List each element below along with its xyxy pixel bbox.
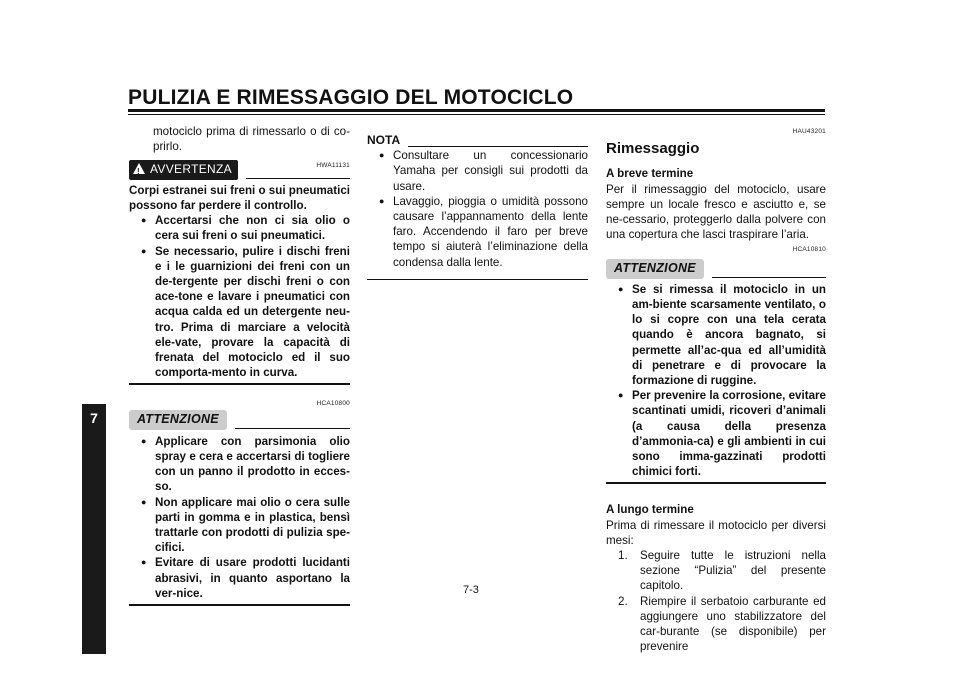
long-term-text: Prima di rimessare il motociclo per diversi mesi:: [606, 518, 826, 547]
bullet-icon: ●: [141, 557, 147, 568]
note-rule: [408, 146, 588, 147]
bullet-icon: ●: [141, 435, 147, 446]
bullet-icon: ●: [618, 283, 624, 294]
note-item-text: Lavaggio, pioggia o umidità possono causare l’appannamento della lente faro. Accendendo il faro per breve tempo si aiuterà l’eliminazione della condensa dalla lente.: [393, 194, 588, 269]
warning-lead: Corpi estranei sui freni o sui pneumatici possono far perdere il controllo.: [129, 183, 350, 213]
caution-code: HCA10800: [316, 400, 350, 408]
caution-item: [129, 434, 350, 495]
warning-end-rule: [129, 383, 350, 385]
bullet-icon: ●: [141, 496, 147, 507]
section-title: Rimessaggio: [606, 140, 700, 158]
warning-badge-label: AVVERTENZA: [150, 162, 232, 177]
header-rule-thin: [128, 114, 825, 115]
caution-item-right: [606, 388, 826, 479]
step-text: Seguire tutte le istruzioni nella sezione “Pulizia” del presente capitolo.: [640, 549, 826, 593]
note-label: NOTA: [367, 133, 401, 147]
caution-item: [129, 495, 350, 556]
caution-item-right-text: Se si rimessa il motociclo in un am-biente scarsamente ventilato, o lo si copre con una tela cerata quando è ancora bagnato, si permette all’ac-qua ed all’umidità di penetrare e di provocare la formazione di ruggine.: [632, 282, 826, 388]
step-number: 2.: [618, 594, 628, 608]
note-item: [367, 148, 588, 194]
note-item-text: Consultare un concessionario Yamaha per consigli sui prodotti da usare.: [393, 149, 588, 193]
note-item: [367, 194, 588, 270]
caution-item-text: Evitare di usare prodotti lucidanti abrasivi, in quanto asportano la ver-nice.: [155, 556, 350, 600]
warning-triangle-icon: [133, 163, 145, 174]
bullet-icon: ●: [379, 195, 385, 206]
caution-badge-right: ATTENZIONE: [606, 259, 704, 279]
short-term-heading: A breve termine: [606, 167, 694, 181]
page-title: PULIZIA E RIMESSAGGIO DEL MOTOCICLO: [128, 86, 574, 109]
step-number: 1.: [618, 549, 628, 563]
chapter-tab[interactable]: 7: [82, 404, 106, 654]
short-term-text: Per il rimessaggio del motociclo, usare sempre un locale fresco e asciutto e, se ne-cessario, proteggerlo dalla polvere con una copertura che lasci traspirare l’aria.: [606, 182, 826, 242]
warning-item-text: Accertarsi che non ci sia olio o cera sui freni o sui pneumatici.: [155, 214, 350, 243]
step-text: Riempire il serbatoio carburante ed aggiungere uno stabilizzatore del car-burante (se disponibile) per prevenire: [640, 594, 826, 654]
caution-item-text: Applicare con parsimonia olio spray e cera e accertarsi di togliere con un panno il prodotto in ecces-so.: [155, 434, 350, 494]
step-item: [606, 594, 826, 655]
warning-item-text: Se necessario, pulire i dischi freni e i le guarnizioni dei freni con un de-tergente per dischi freni o con ace-tone e lavare i pneumatici con acqua calda ed un detergente neu-tro. Prima di marciare a velocità ele-vate, provare la capacità di frenata del motociclo ed il suo comporta-mento in curva.: [155, 244, 350, 380]
caution-item-right: [606, 282, 826, 388]
page-number: 7-3: [463, 584, 479, 596]
caution-header: [129, 410, 350, 430]
caution-item-right-text: Per prevenire la corrosione, evitare scantinati umidi, ricoveri d’animali (a causa della presenza d’ammonia-ca) e gli ambienti in cui sono imma-gazzinati prodotti chimici forti.: [632, 389, 826, 479]
bullet-icon: ●: [141, 245, 147, 256]
column-middle: [367, 133, 588, 280]
header-rule: [128, 109, 825, 112]
caution-header-right: [606, 259, 826, 279]
step-item: [606, 548, 826, 594]
caution-code-right: HCA10810: [792, 246, 826, 254]
caution-rule: [235, 428, 350, 429]
caution-rule-right: [712, 277, 826, 278]
column-left: [129, 124, 350, 606]
section-code: HAU43201: [792, 128, 826, 135]
bullet-icon: ●: [141, 215, 147, 226]
warning-item: [129, 213, 350, 243]
note-header: [367, 133, 588, 148]
warning-item: [129, 244, 350, 381]
bullet-icon: ●: [379, 150, 385, 161]
caution-end-rule: [129, 604, 350, 606]
caution-item-text: Non applicare mai olio o cera sulle parti in gomma e in plastica, bensì trattarle con prodotti di pulizia spe-cifici.: [155, 495, 350, 555]
caution-badge: ATTENZIONE: [129, 410, 227, 430]
note-end-rule: [367, 279, 588, 280]
column-right: [606, 124, 826, 655]
warning-code: HWA11131: [316, 161, 350, 169]
long-term-heading: A lungo termine: [606, 503, 694, 517]
caution-item: [129, 555, 350, 601]
bullet-icon: ●: [618, 390, 624, 401]
warning-rule: [246, 178, 350, 179]
intro-text: motociclo prima di rimessarlo o di co-prirlo.: [153, 125, 350, 154]
warning-badge: [129, 160, 238, 179]
